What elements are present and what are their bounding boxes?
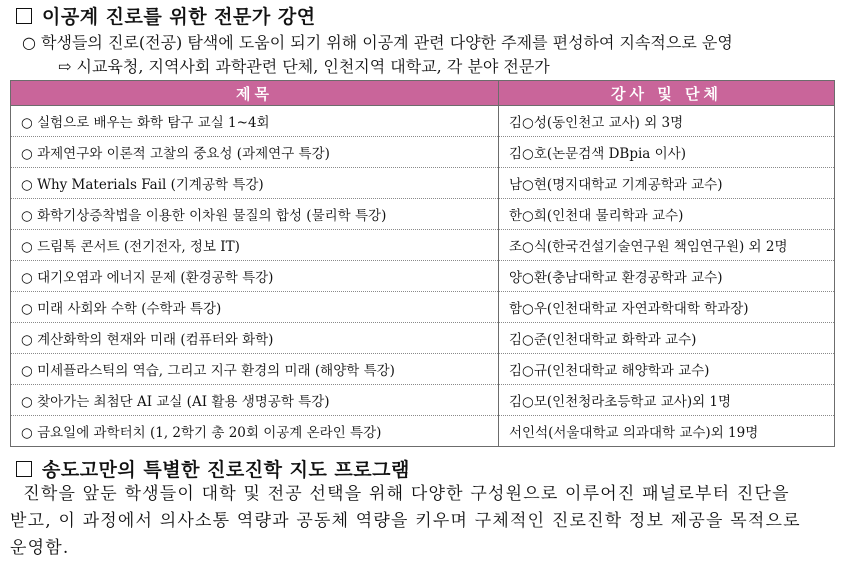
section-title-career-program (16, 455, 410, 482)
table-row (11, 106, 835, 137)
lecture-title: ○ Why Materials Fail (기계공학 특강) (11, 168, 499, 199)
program-description: 진학을 앞둔 학생들이 대학 및 전공 선택을 위해 다양한 구성원으로 이루어진 패널로부터 진단을 받고, 이 과정에서 의사소통 역량과 공동체 역량을 키우며 구체적인 진로진학 정보 제공을 목적으로 운영함. (10, 484, 801, 558)
lecture-speaker: 조○식(한국건설기술연구원 책임연구원) 외 2명 (499, 230, 835, 261)
header-speaker: 강사 및 단체 (499, 81, 835, 106)
section-title-text: 이공계 진로를 위한 전문가 강연 (42, 6, 316, 28)
header-title: 제목 (11, 81, 499, 106)
table-row (11, 168, 835, 199)
lecture-speaker: 남○현(명지대학교 기계공학과 교수) (499, 168, 835, 199)
table-row (11, 199, 835, 230)
partner-line: ⇨ 시교육청, 지역사회 과학관련 단체, 인천지역 대학교, 각 분야 전문가 (58, 57, 550, 76)
lecture-speaker: 김○준(인천대학교 화학과 교수) (499, 323, 835, 354)
lecture-table (10, 80, 835, 447)
lecture-title: ○ 드림톡 콘서트 (전기전자, 정보 IT) (11, 230, 499, 261)
table-row (11, 416, 835, 447)
table-row (11, 137, 835, 168)
table-row (11, 230, 835, 261)
lecture-title: ○ 미세플라스틱의 역습, 그리고 지구 환경의 미래 (해양학 특강) (11, 354, 499, 385)
lecture-title: ○ 대기오염과 에너지 문제 (환경공학 특강) (11, 261, 499, 292)
table-row (11, 354, 835, 385)
checkbox-square-icon (16, 8, 32, 24)
lecture-title: ○ 계산화학의 현재와 미래 (컴퓨터와 화학) (11, 323, 499, 354)
lecture-speaker: 김○호(논문검색 DBpia 이사) (499, 137, 835, 168)
section-title-expert-lecture (16, 2, 316, 29)
table-row (11, 385, 835, 416)
lecture-title: ○ 화학기상증착법을 이용한 이차원 물질의 합성 (물리학 특강) (11, 199, 499, 230)
table-header-row (11, 81, 835, 106)
intro-line: ○ 학생들의 진로(전공) 탐색에 도움이 되기 위해 이공계 관련 다양한 주제를 편성하여 지속적으로 운영 (22, 33, 733, 52)
lecture-title: ○ 실험으로 배우는 화학 탐구 교실 1~4회 (11, 106, 499, 137)
lecture-speaker: 함○우(인천대학교 자연과학대학 학과장) (499, 292, 835, 323)
table-row (11, 261, 835, 292)
lecture-speaker: 한○희(인천대 물리학과 교수) (499, 199, 835, 230)
checkbox-square-icon (16, 461, 32, 477)
lecture-title: ○ 찾아가는 최첨단 AI 교실 (AI 활용 생명공학 특강) (11, 385, 499, 416)
lecture-title: ○ 미래 사회와 수학 (수학과 특강) (11, 292, 499, 323)
lecture-speaker: 김○모(인천청라초등학교 교사)외 1명 (499, 385, 835, 416)
lecture-speaker: 김○성(동인천고 교사) 외 3명 (499, 106, 835, 137)
lecture-speaker: 양○환(충남대학교 환경공학과 교수) (499, 261, 835, 292)
table-row (11, 292, 835, 323)
section-title-text: 송도고만의 특별한 진로진학 지도 프로그램 (42, 459, 410, 481)
lecture-title: ○ 금요일에 과학터치 (1, 2학기 총 20회 이공계 온라인 특강) (11, 416, 499, 447)
table-row (11, 323, 835, 354)
lecture-speaker: 서인석(서울대학교 의과대학 교수)외 19명 (499, 416, 835, 447)
lecture-title: ○ 과제연구와 이론적 고찰의 중요성 (과제연구 특강) (11, 137, 499, 168)
lecture-speaker: 김○규(인천대학교 해양학과 교수) (499, 354, 835, 385)
